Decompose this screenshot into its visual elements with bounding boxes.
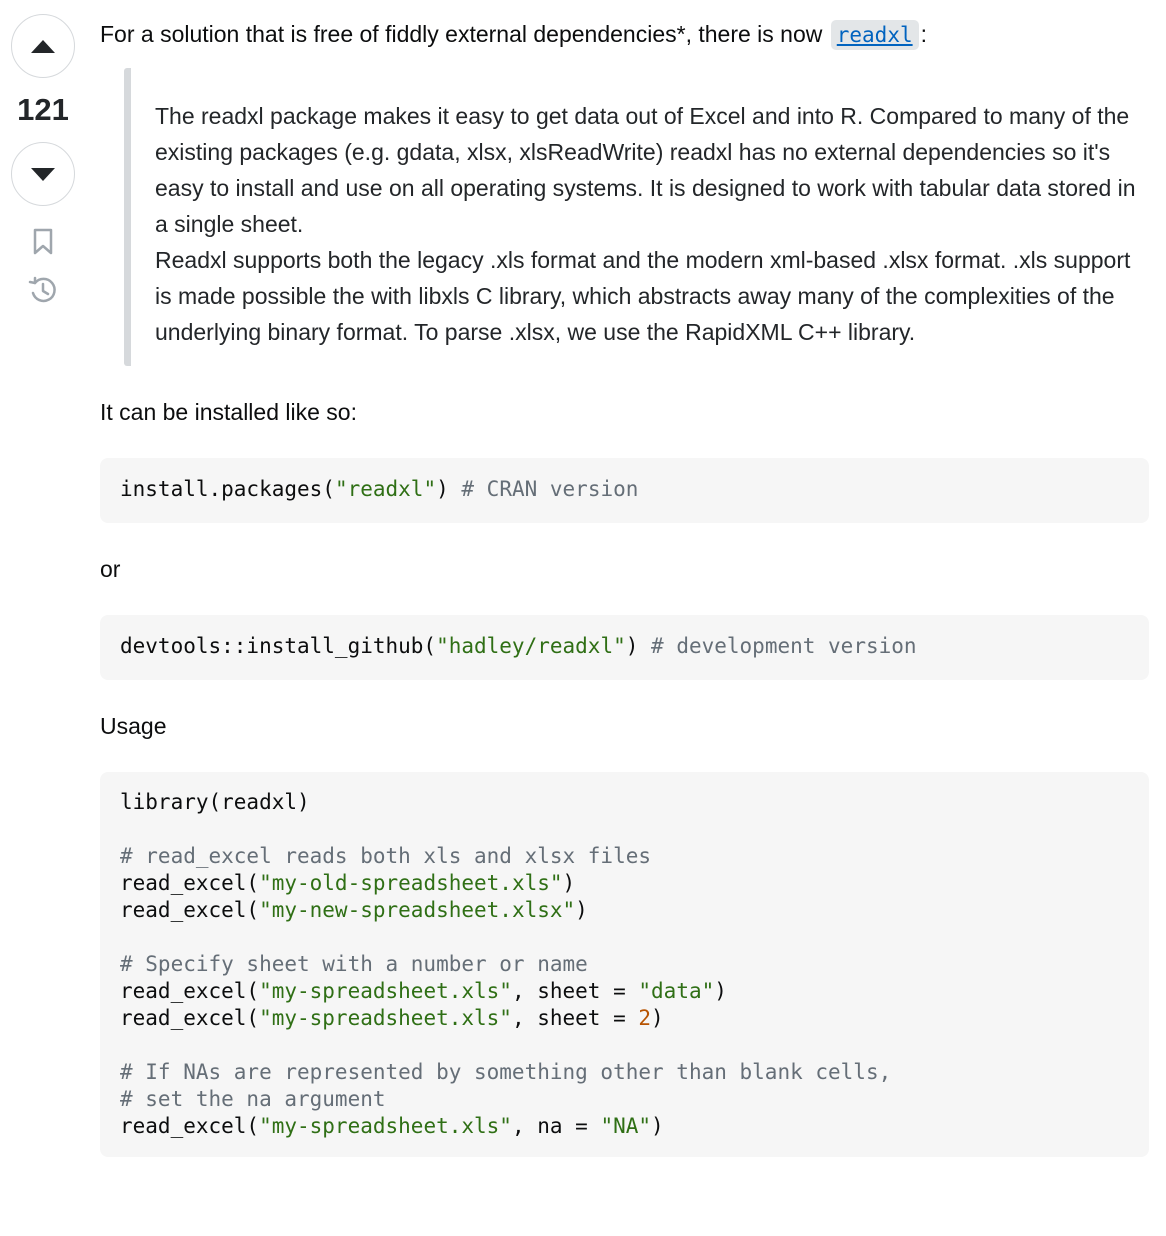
code-fn: install.packages( [120, 477, 335, 501]
code-line [120, 951, 1129, 978]
code-line [120, 1086, 1129, 1113]
code-block-github [100, 615, 1149, 680]
intro-colon: : [920, 21, 927, 47]
code-comment: # read_excel reads both xls and xlsx files [120, 844, 652, 868]
bookmark-button[interactable] [23, 222, 63, 262]
usage-text: Usage [100, 713, 167, 739]
code-fn: read_excel( [120, 1114, 260, 1138]
code-block-usage [100, 772, 1149, 1157]
quote-paragraph-1: The readxl package makes it easy to get data out of Excel and into R. Compared to many of the existing packages (e.g. gdata, xlsx, xlsReadWrite) readxl has no external dependencies so it's easy to install and use on all operating systems. It is designed to work with tabular data stored in a single sheet. [155, 103, 1136, 237]
code-number: 2 [638, 1006, 652, 1030]
code-blank-line [120, 816, 1129, 843]
code-block-cran [100, 458, 1149, 523]
code-arg: , sheet = [511, 979, 639, 1003]
code-fn: read_excel( [120, 979, 260, 1003]
code-line [120, 1059, 1129, 1086]
code-line [120, 897, 1129, 924]
code-line [120, 1005, 1129, 1032]
code-string: "my-new-spreadsheet.xlsx" [259, 898, 576, 922]
code-line [120, 978, 1129, 1005]
code-line [120, 1113, 1129, 1140]
code-string: "my-spreadsheet.xls" [259, 1006, 512, 1030]
quote-paragraph-2: Readxl supports both the legacy .xls format and the modern xml-based .xlsx format. .xls support is made possible the with libxls C library, which abstracts away many of the complexities of the underlying binary format. To parse .xlsx, we use the RapidXML C++ library. [155, 247, 1131, 345]
code-comment: # If NAs are represented by something other than blank cells, [120, 1060, 892, 1084]
downvote-button[interactable] [11, 142, 75, 206]
code-string: "my-spreadsheet.xls" [259, 1114, 512, 1138]
code-arg: , sheet = [511, 1006, 639, 1030]
code-paren: ) [625, 634, 652, 658]
code-line [120, 843, 1129, 870]
code-comment: # CRAN version [461, 477, 639, 501]
code-string: "hadley/readxl" [436, 634, 626, 658]
history-button[interactable] [23, 270, 63, 310]
code-fn: read_excel( [120, 871, 260, 895]
code-string: "data" [638, 979, 715, 1003]
intro-text: For a solution that is free of fiddly external dependencies*, there is now [100, 21, 829, 47]
readxl-quote [124, 68, 1149, 366]
code-paren: ) [651, 1114, 664, 1138]
bookmark-icon [32, 228, 54, 256]
code-blank-line [120, 924, 1129, 951]
code-string: "NA" [600, 1114, 652, 1138]
code-comment: # Specify sheet with a number or name [120, 952, 588, 976]
code-fn: read_excel( [120, 1006, 260, 1030]
code-paren: ) [714, 979, 727, 1003]
code-fn: read_excel( [120, 898, 260, 922]
code-paren: ) [575, 898, 588, 922]
caret-up-icon [30, 38, 56, 54]
code-string: "readxl" [334, 477, 437, 501]
code-paren: ) [562, 871, 576, 895]
intro-paragraph [100, 0, 1149, 52]
code-arg: , na = [511, 1114, 601, 1138]
code-fn: devtools::install_github( [120, 634, 437, 658]
history-icon [27, 275, 59, 305]
caret-down-icon [30, 166, 56, 182]
code-blank-line [120, 1032, 1129, 1059]
code-comment: # set the na argument [120, 1087, 386, 1111]
or-text: or [100, 556, 121, 582]
code-text: library(readxl) [120, 790, 310, 814]
vote-count: 121 [17, 92, 69, 127]
code-line [120, 870, 1129, 897]
install-text: It can be installed like so: [100, 399, 357, 425]
code-line [120, 789, 1129, 816]
code-paren: ) [436, 477, 462, 501]
code-string: "my-spreadsheet.xls" [259, 979, 512, 1003]
readxl-link[interactable]: readxl [836, 23, 913, 47]
vote-cell [10, 14, 76, 310]
code-paren: ) [651, 1006, 664, 1030]
readxl-inline-code [831, 20, 919, 50]
code-comment: # development version [651, 634, 917, 658]
answer-body [100, 0, 1149, 1157]
code-string: "my-old-spreadsheet.xls" [259, 871, 563, 895]
upvote-button[interactable] [11, 14, 75, 78]
